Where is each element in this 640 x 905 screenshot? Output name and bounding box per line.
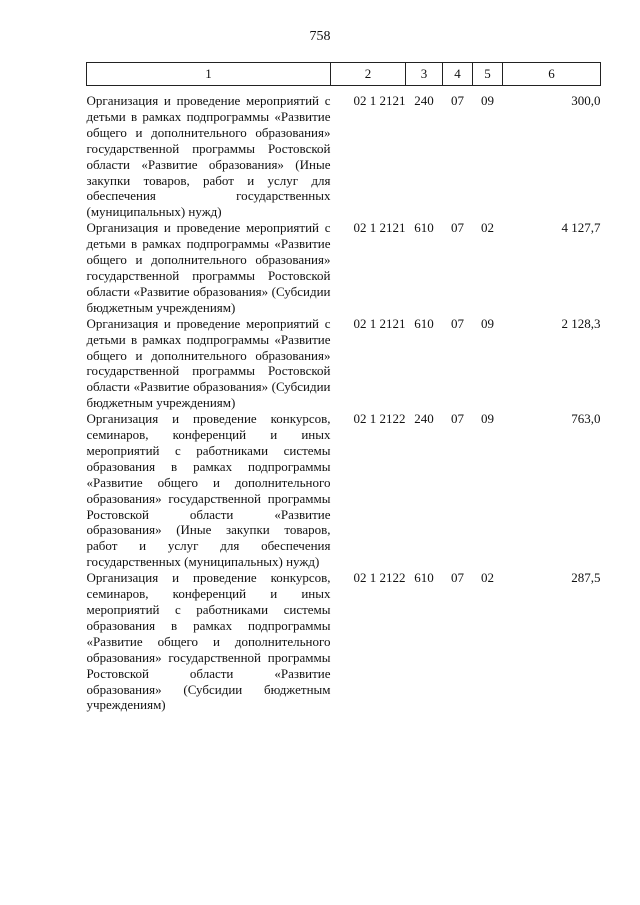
table-row (87, 411, 601, 570)
row-expense-type: 610 (414, 220, 434, 236)
header-col-1: 1 (87, 63, 331, 86)
row-expense-type: 240 (414, 93, 434, 108)
row-description: Организация и проведение мероприятий с детьми в рамках подпрограммы «Развитие общего и дополнительного образования» государственной программы Ростовской области «Развитие образования» (Субсидии бюджетным учреждениям) (86, 220, 331, 315)
header-col-2: 2 (331, 63, 406, 86)
budget-table (86, 62, 601, 713)
row-target-code: 02 1 2121 (353, 315, 406, 331)
table-row (87, 316, 601, 411)
row-target-code: 02 1 2122 (353, 570, 406, 586)
row-description: Организация и проведение конкурсов, семинаров, конференций и иных мероприятий с работниками системы образования в рамках подпрограммы «Развитие общего и дополнительного образования» государственной программы Ростовской области «Развитие образования» (Иные закупки товаров, работ и услуг для обеспечения государственных (муниципальных) нужд) (86, 411, 331, 570)
row-target-code: 02 1 2122 (353, 411, 406, 427)
row-section: 07 (451, 315, 464, 331)
row-section: 07 (451, 570, 464, 586)
row-subsection: 09 (481, 93, 494, 108)
row-amount: 763,0 (571, 411, 601, 427)
row-expense-type: 240 (414, 411, 434, 427)
row-subsection: 09 (481, 411, 494, 427)
row-amount: 300,0 (571, 93, 601, 108)
row-amount: 2 128,3 (561, 315, 601, 331)
table-row (87, 86, 601, 221)
page-number: 758 (309, 29, 331, 44)
row-subsection: 02 (481, 570, 494, 586)
row-expense-type: 610 (414, 315, 434, 331)
row-expense-type: 610 (414, 570, 434, 586)
row-amount: 4 127,7 (561, 220, 601, 236)
row-subsection: 02 (481, 220, 494, 236)
table-row (87, 220, 601, 315)
row-target-code: 02 1 2121 (353, 220, 406, 236)
row-description: Организация и проведение мероприятий с детьми в рамках подпрограммы «Развитие общего и дополнительного образования» государственной программы Ростовской области «Развитие образования» (Субсидии бюджетным учреждениям) (86, 315, 331, 411)
row-description: Организация и проведение конкурсов, семинаров, конференций и иных мероприятий с работниками системы образования в рамках подпрограммы «Развитие общего и дополнительного образования» государственной программы Ростовской области «Развитие образования» (Субсидии бюджетным учреждениям) (86, 570, 331, 713)
header-col-6: 6 (503, 63, 601, 86)
header-col-3: 3 (406, 63, 443, 86)
header-col-5: 5 (473, 63, 503, 86)
row-section: 07 (451, 220, 464, 236)
table-row (87, 570, 601, 713)
table-header-row (87, 63, 601, 86)
row-section: 07 (451, 93, 464, 108)
row-amount: 287,5 (571, 570, 601, 586)
row-target-code: 02 1 2121 (353, 93, 406, 108)
row-description: Организация и проведение мероприятий с детьми в рамках подпрограммы «Развитие общего и дополнительного образования» государственной программы Ростовской области «Развитие образования» (Иные закупки товаров, работ и услуг для обеспечения государственных (муниципальных) нужд) (86, 93, 331, 220)
row-section: 07 (451, 411, 464, 427)
header-col-4: 4 (443, 63, 473, 86)
row-subsection: 09 (481, 315, 494, 331)
